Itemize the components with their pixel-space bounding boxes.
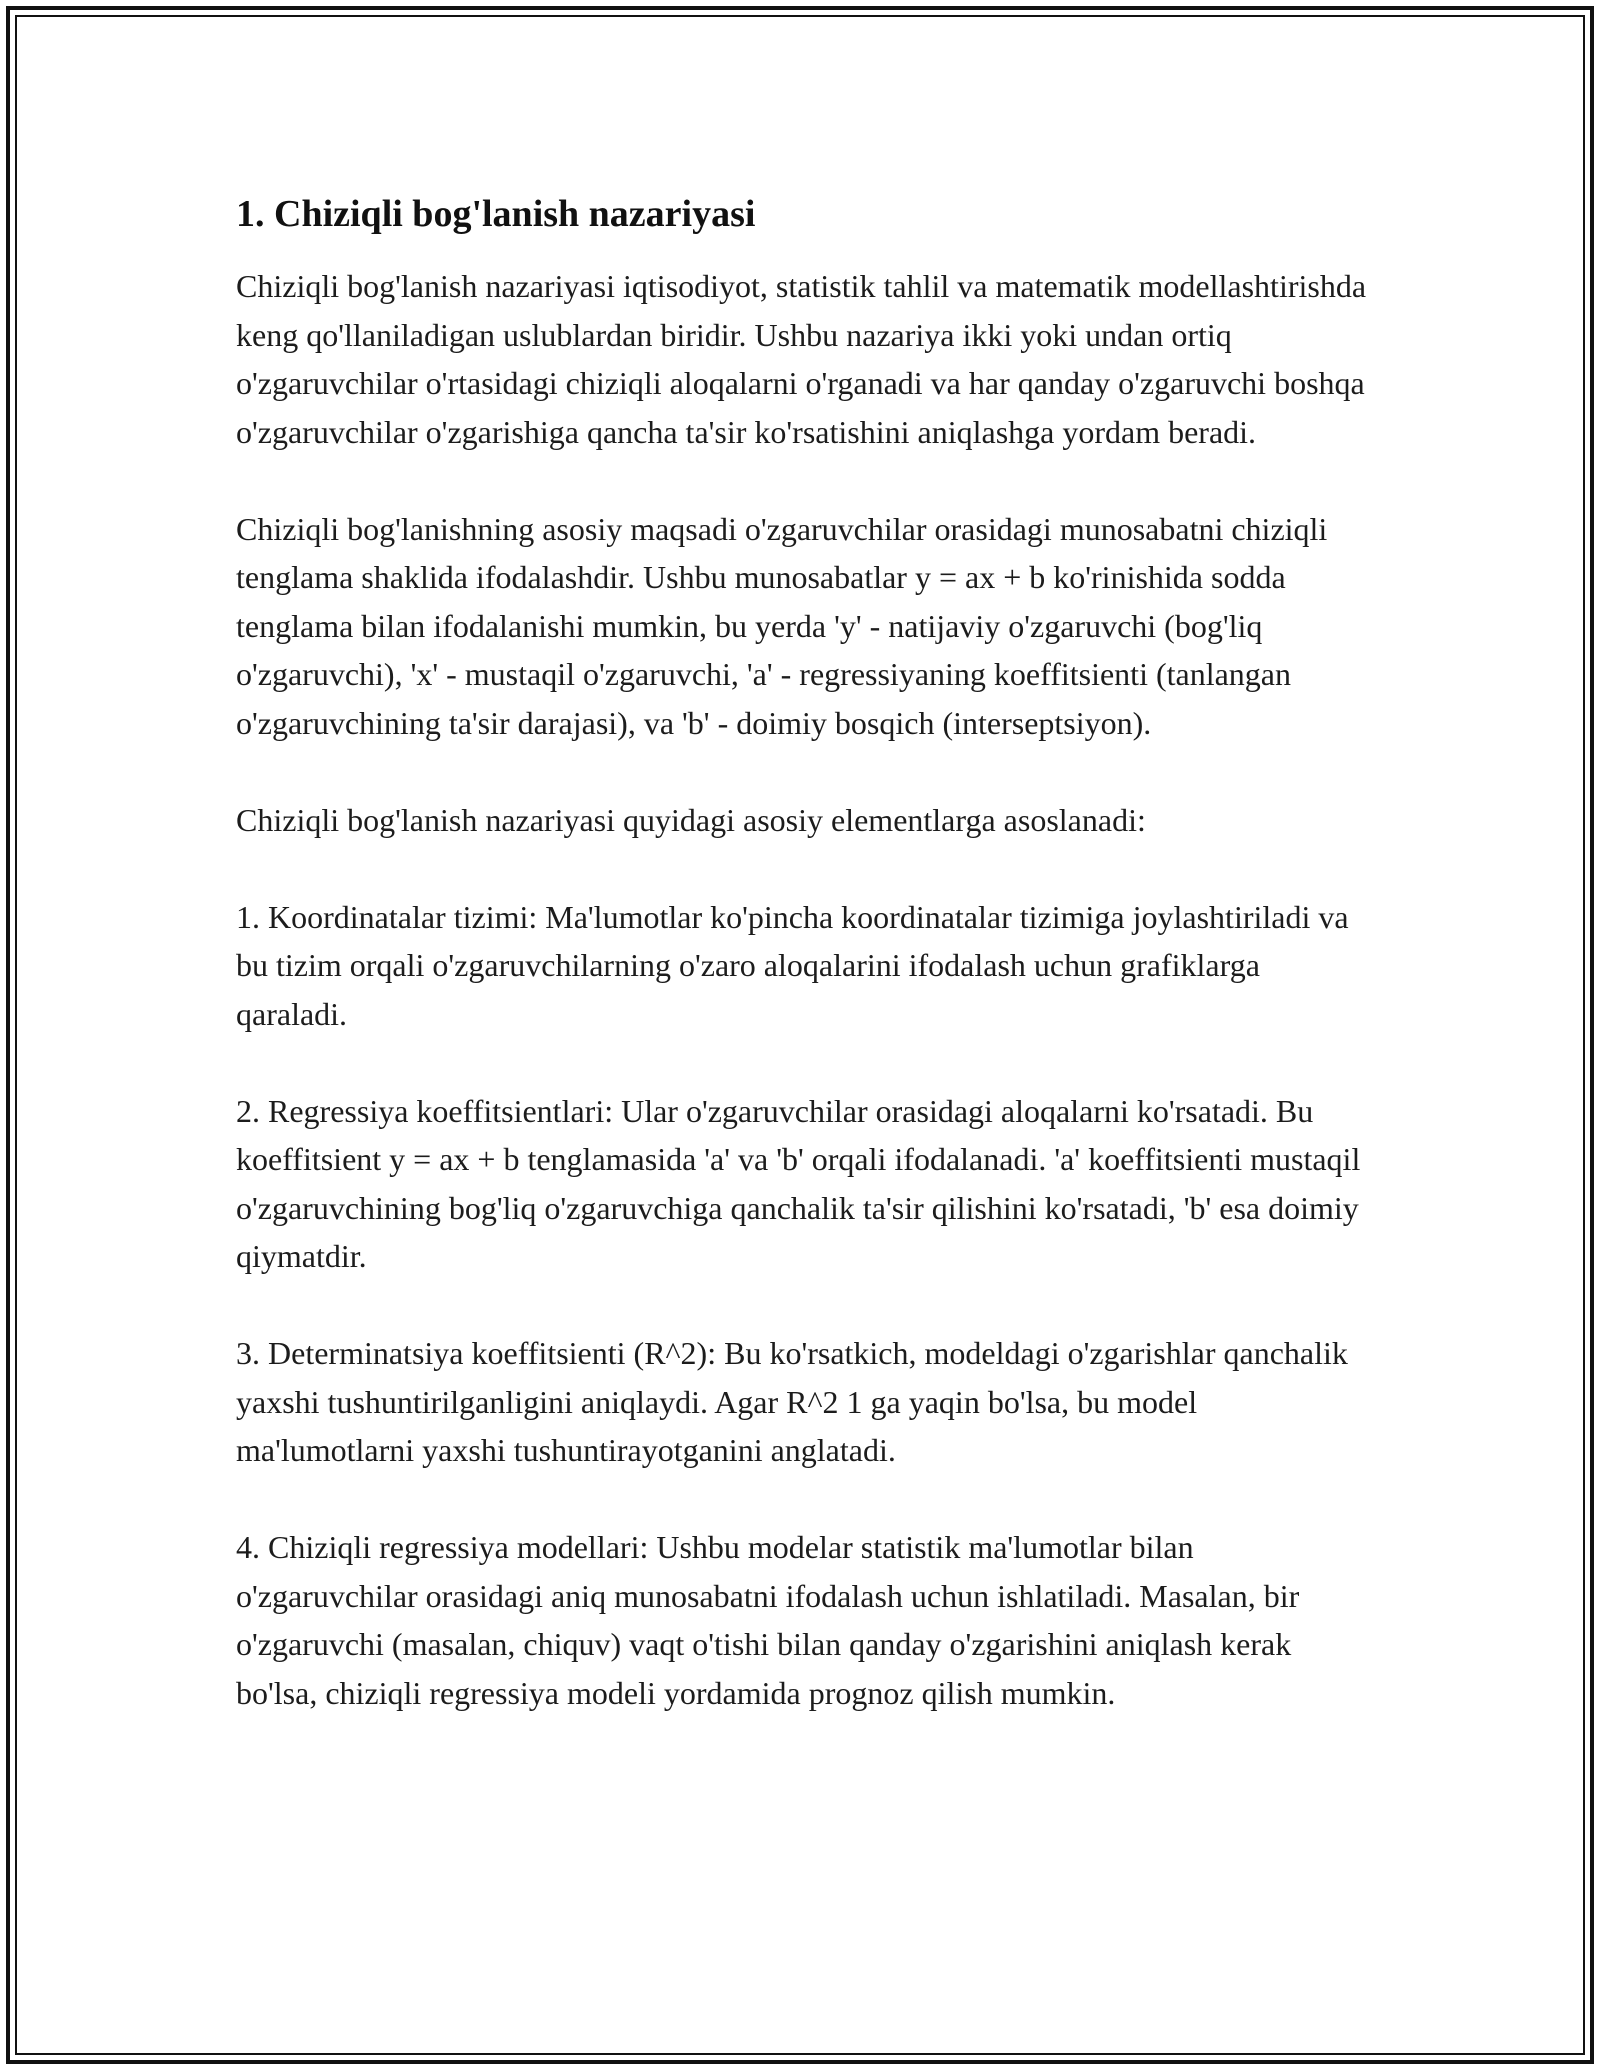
list-item-regression-coefficients: 2. Regressiya koeffitsientlari: Ular o'zgaruvchilar orasidagi aloqalarni ko'rsatadi. Bu koeffitsient y = ax + b tenglamasida 'a' va 'b' orqali ifodalanadi. 'a' koeffitsienti mustaqil o'zgaruvchining bog'liq o'zgaruvchiga qanchalik ta'sir qilishini ko'rsatadi, 'b' esa doimiy qiymatdir.: [236, 1092, 1361, 1274]
paragraph-intro: Chiziqli bog'lanish nazariyasi iqtisodiyot, statistik tahlil va matematik modellashtirishda keng qo'llaniladigan uslublardan biridir. Ushbu nazariya ikki yoki undan ortiq o'zgaruvchilar o'rtasidagi chiziqli aloqalarni o'rganadi va har qanday o'zgaruvchi boshqa o'zgaruvchilar o'zgarishiga qancha ta'sir ko'rsatishini aniqlashga yordam beradi.: [236, 268, 1367, 450]
paragraph-purpose: Chiziqli bog'lanishning asosiy maqsadi o'zgaruvchilar orasidagi munosabatni chiziqli tenglama shaklida ifodalashdir. Ushbu munosabatlar y = ax + b ko'rinishida sodda tenglama bilan ifodalanishi mumkin, bu yerda 'y' - natijaviy o'zgaruvchi (bog'liq o'zgaruvchi), 'x' - mustaqil o'zgaruvchi, 'a' - regressiyaning koeffitsienti (tanlangan o'zgaruvchining ta'sir darajasi), va 'b' - doimiy bosqich (interseptsiyon).: [236, 510, 1328, 741]
list-item-linear-regression-models: 4. Chiziqli regressiya modellari: Ushbu modelar statistik ma'lumotlar bilan o'zgaruvchilar orasidagi aniq munosabatni ifodalash uchun ishlatiladi. Masalan, bir o'zgaruvchi (masalan, chiquv) vaqt o'tishi bilan qanday o'zgarishini aniqlash kerak bo'lsa, chiziqli regressiya modeli yordamida prognoz qilish mumkin.: [236, 1529, 1300, 1711]
document-title: 1. Chiziqli bog'lanish nazariyasi: [236, 193, 756, 235]
list-item-coordinate-system: 1. Koordinatalar tizimi: Ma'lumotlar ko'pincha koordinatalar tizimiga joylashtiriladi va bu tizim orqali o'zgaruvchilarning o'zaro aloqalarini ifodalash uchun grafiklarga qaraladi.: [236, 898, 1349, 1032]
document-body: [236, 186, 1376, 1766]
paragraph-elements-intro: Chiziqli bog'lanish nazariyasi quyidagi asosiy elementlarga asoslanadi:: [236, 801, 1146, 838]
list-item-determination-coefficient: 3. Determinatsiya koeffitsienti (R^2): Bu ko'rsatkich, modeldagi o'zgarishlar qanchalik yaxshi tushuntirilganligini aniqlaydi. Agar R^2 1 ga yaqin bo'lsa, bu model ma'lumotlarni yaxshi tushuntirayotganini anglatadi.: [236, 1335, 1348, 1468]
